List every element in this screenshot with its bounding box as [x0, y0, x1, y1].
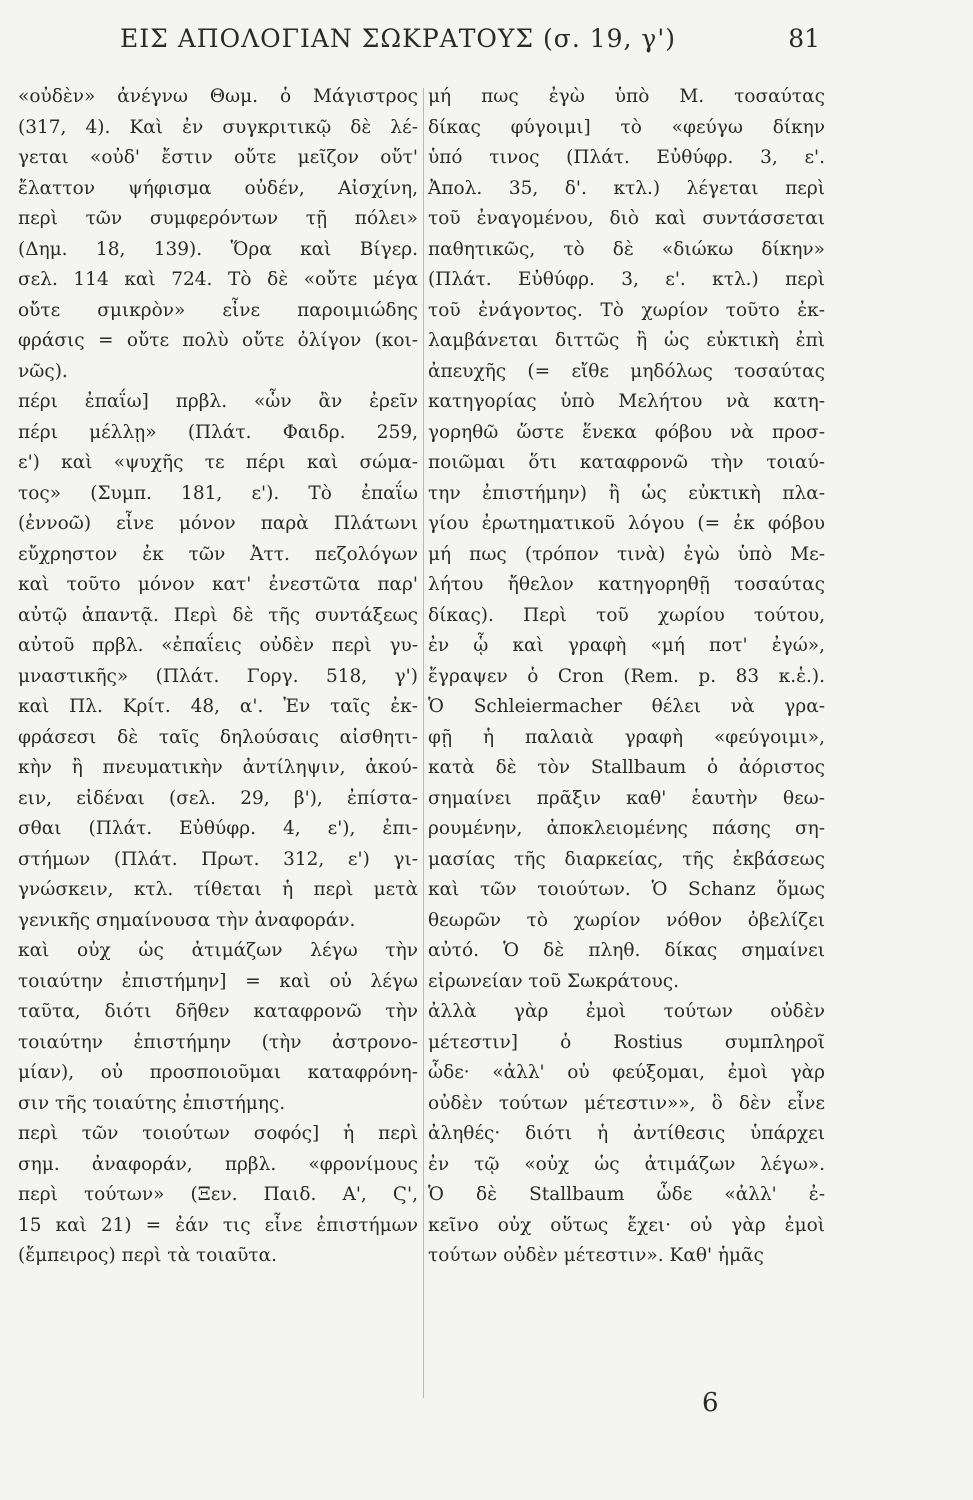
text-line: τοῦ ἐναγομένου, διὸ καὶ συντάσσεται — [428, 208, 825, 229]
text-line: 15 καὶ 21) = ἐάν τις εἶνε ἐπιστήμων — [18, 1214, 418, 1236]
text-line: νῶς). — [18, 360, 68, 382]
text-line: ἔλαττον ψήφισμα οὐδέν, Αἰσχίνη, — [18, 177, 418, 199]
text-line: κατὰ δὲ τὸν Stallbaum ὁ ἀόριστος — [428, 757, 825, 778]
running-title: ΕΙΣ ΑΠΟΛΟΓΙΑΝ ΣΩΚΡΑΤΟΥΣ (σ. 19, γ') — [120, 23, 676, 53]
text-line: καὶ οὐχ ὡς ἀτιμάζων λέγω τὴν — [18, 940, 418, 961]
text-line: ὧδε· «ἀλλ' οὐ φεύξομαι, ἐμοὶ γὰρ — [428, 1062, 825, 1083]
text-line: κατηγορίας ὑπὸ Μελήτου νὰ κατη- — [428, 391, 825, 412]
text-line: παθητικῶς, τὸ δὲ «διώκω δίκην» — [428, 238, 825, 260]
text-line: ἀπευχῆς (= εἴθε μηδόλως τοσαύτας — [428, 360, 825, 382]
text-line: ρουμένην, ἀποκλειομένης πάσης ση- — [428, 818, 825, 839]
text-line: εἰρωνείαν τοῦ Σωκράτους. — [428, 970, 679, 992]
text-line: ὑπό τινος (Πλάτ. Εὐθύφρ. 3, ε'. — [428, 147, 825, 168]
right-column — [428, 82, 825, 1272]
text-line: μναστικῆς» (Πλάτ. Γοργ. 518, γ') — [18, 665, 418, 687]
text-line: περὶ τούτων» (Ξεν. Παιδ. Α', Ϛ', — [18, 1184, 418, 1205]
text-line: αὐτό. Ὁ δὲ πληθ. δίκας σημαίνει — [428, 940, 825, 961]
text-line: μέτεστιν] ὁ Rostius συμπληροῖ — [428, 1031, 825, 1053]
text-line: την ἐπιστήμην) ἢ ὡς εὐκτικὴ πλα- — [428, 482, 825, 504]
text-line: λαμβάνεται διττῶς ἢ ὡς εὐκτικὴ ἐπὶ — [428, 330, 825, 351]
text-line: λήτου ἤθελον κατηγορηθῇ τοσαύτας — [428, 574, 825, 595]
text-line: ἐν τῷ «οὐχ ὡς ἀτιμάζων λέγω». — [428, 1153, 825, 1175]
text-line: μή πως (τρόπον τινὰ) ἐγὼ ὑπὸ Με- — [428, 543, 825, 565]
left-column — [18, 82, 418, 1272]
text-line: μασίας τῆς διαρκείας, τῆς ἐκβάσεως — [428, 848, 825, 870]
text-line: ἔγραψεν ὁ Cron (Rem. p. 83 κ.ἑ.). — [428, 665, 825, 687]
text-line: τος» (Συμπ. 181, ε'). Τὸ ἐπαΐω — [18, 482, 418, 504]
text-line: «οὐδὲν» ἀνέγνω Θωμ. ὁ Μάγιστρος — [18, 86, 418, 107]
text-line: φῇ ἡ παλαιὰ γραφὴ «φεύγοιμι», — [428, 726, 825, 748]
text-line: (317, 4). Καὶ ἐν συγκριτικῷ δὲ λέ- — [18, 116, 418, 138]
text-line: σημ. ἀναφοράν, πρβλ. «φρονίμους — [18, 1153, 418, 1175]
text-line: μή πως ἐγὼ ὑπὸ Μ. τοσαύτας — [428, 86, 825, 107]
text-line: Ὁ Schleiermacher θέλει νὰ γρα- — [428, 696, 825, 717]
text-line: (Πλάτ. Εὐθύφρ. 3, ε'. κτλ.) περὶ — [428, 269, 825, 290]
text-line: αὐτῷ ἁπαντᾷ. Περὶ δὲ τῆς συντάξεως — [18, 604, 418, 626]
text-line: σθαι (Πλάτ. Εὐθύφρ. 4, ε'), ἐπι- — [18, 818, 418, 839]
text-line: (ἐννοῶ) εἶνε μόνον παρὰ Πλάτωνι — [18, 513, 418, 534]
text-line: γεται «οὐδ' ἔστιν οὔτε μεῖζον οὔτ' — [18, 147, 418, 168]
text-line: (ἔμπειρος) περὶ τὰ τοιαῦτα. — [18, 1245, 277, 1266]
text-line: κεῖνο οὐχ οὕτως ἔχει· οὐ γὰρ ἐμοὶ — [428, 1214, 825, 1236]
text-line: ἐν ᾧ καὶ γραφὴ «μή ποτ' ἐγώ», — [428, 635, 825, 656]
text-line: μίαν), οὐ προσποιοῦμαι καταφρόνη- — [18, 1062, 418, 1083]
text-line: πέρι ἐπαΐω] πρβλ. «ὧν ἂν ἐρεῖν — [18, 391, 418, 412]
text-line: (Δημ. 18, 139). Ὅρα καὶ Βίγερ. — [18, 238, 418, 260]
text-line: ε') καὶ «ψυχῆς τε πέρι καὶ σώμα- — [18, 452, 418, 473]
signature-mark: 6 — [702, 1388, 719, 1418]
text-line: περὶ τῶν τοιούτων σοφός] ἡ περὶ — [18, 1123, 418, 1144]
text-line: οὐδὲν τούτων μέτεστιν»», ὃ δὲν εἶνε — [428, 1092, 825, 1114]
text-line: τοῦ ἐνάγοντος. Τὸ χωρίον τοῦτο ἐκ- — [428, 299, 825, 321]
text-line: καὶ τῶν τοιούτων. Ὁ Schanz ὅμως — [428, 879, 825, 900]
text-line: φράσεσι δὲ ταῖς δηλούσαις αἰσθητι- — [18, 726, 418, 748]
text-line: καὶ Πλ. Κρίτ. 48, α'. Ἐν ταῖς ἐκ- — [18, 696, 418, 717]
text-line: δίκας). Περὶ τοῦ χωρίου τούτου, — [428, 604, 825, 626]
text-line: Ὁ δὲ Stallbaum ὧδε «ἀλλ' ἐ- — [428, 1184, 825, 1205]
text-line: ειν, εἰδέναι (σελ. 29, β'), ἐπίστα- — [18, 787, 418, 809]
text-line: πέρι μέλλῃ» (Πλάτ. Φαιδρ. 259, — [18, 421, 418, 443]
page-number: 81 — [788, 23, 820, 53]
text-line: ταῦτα, διότι δῆθεν καταφρονῶ τὴν — [18, 1001, 418, 1022]
text-line: καὶ τοῦτο μόνον κατ' ἐνεστῶτα παρ' — [18, 574, 418, 595]
text-line: δίκας φύγοιμι] τὸ «φεύγω δίκην — [428, 116, 825, 138]
text-line: σημαίνει πρᾶξιν καθ' ἑαυτὴν θεω- — [428, 787, 825, 809]
text-line: θεωρῶν τὸ χωρίον νόθον ὀβελίζει — [428, 909, 825, 931]
text-line: περὶ τῶν συμφερόντων τῇ πόλει» — [18, 208, 418, 229]
text-line: φράσις = οὔτε πολὺ οὔτε ὀλίγον (κοι- — [18, 330, 418, 351]
text-line: ποιῶμαι ὅτι καταφρονῶ τὴν τοιαύ- — [428, 452, 825, 473]
text-line: σελ. 114 καὶ 724. Τὸ δὲ «οὔτε μέγα — [18, 269, 418, 290]
text-line: αὐτοῦ πρβλ. «ἐπαΐεις οὐδὲν περὶ γυ- — [18, 635, 418, 656]
text-line: γνώσκειν, κτλ. τίθεται ἡ περὶ μετὰ — [18, 879, 418, 900]
text-line: Ἀπολ. 35, δ'. κτλ.) λέγεται περὶ — [428, 177, 825, 199]
text-line: τοιαύτην ἐπιστήμην] = καὶ οὐ λέγω — [18, 970, 418, 992]
text-line: εὔχρηστον ἐκ τῶν Ἀττ. πεζολόγων — [18, 543, 418, 565]
text-line: ἀλλὰ γὰρ ἐμοὶ τούτων οὐδὲν — [428, 1001, 825, 1022]
text-line: γίου ἐρωτηματικοῦ λόγου (= ἐκ φόβου — [428, 513, 825, 534]
text-line: τούτων οὐδὲν μέτεστιν». Καθ' ἡμᾶς — [428, 1245, 764, 1266]
running-header — [120, 14, 820, 62]
text-line: τοιαύτην ἐπιστήμην (τὴν ἀστρονο- — [18, 1031, 418, 1053]
text-line: γενικῆς σημαίνουσα τὴν ἀναφοράν. — [18, 909, 356, 931]
text-line: στήμων (Πλάτ. Πρωτ. 312, ε') γι- — [18, 848, 418, 870]
text-line: οὔτε σμικρὸν» εἶνε παροιμιώδης — [18, 299, 418, 321]
text-line: ἀληθές· διότι ἡ ἀντίθεσις ὑπάρχει — [428, 1123, 825, 1144]
column-divider — [423, 88, 424, 1398]
text-line: γορηθῶ ὥστε ἕνεκα φόβου νὰ προσ- — [428, 421, 825, 443]
text-line: σιν τῆς τοιαύτης ἐπιστήμης. — [18, 1092, 286, 1114]
text-line: κὴν ἢ πνευματικὴν ἀντίληψιν, ἀκού- — [18, 757, 418, 778]
